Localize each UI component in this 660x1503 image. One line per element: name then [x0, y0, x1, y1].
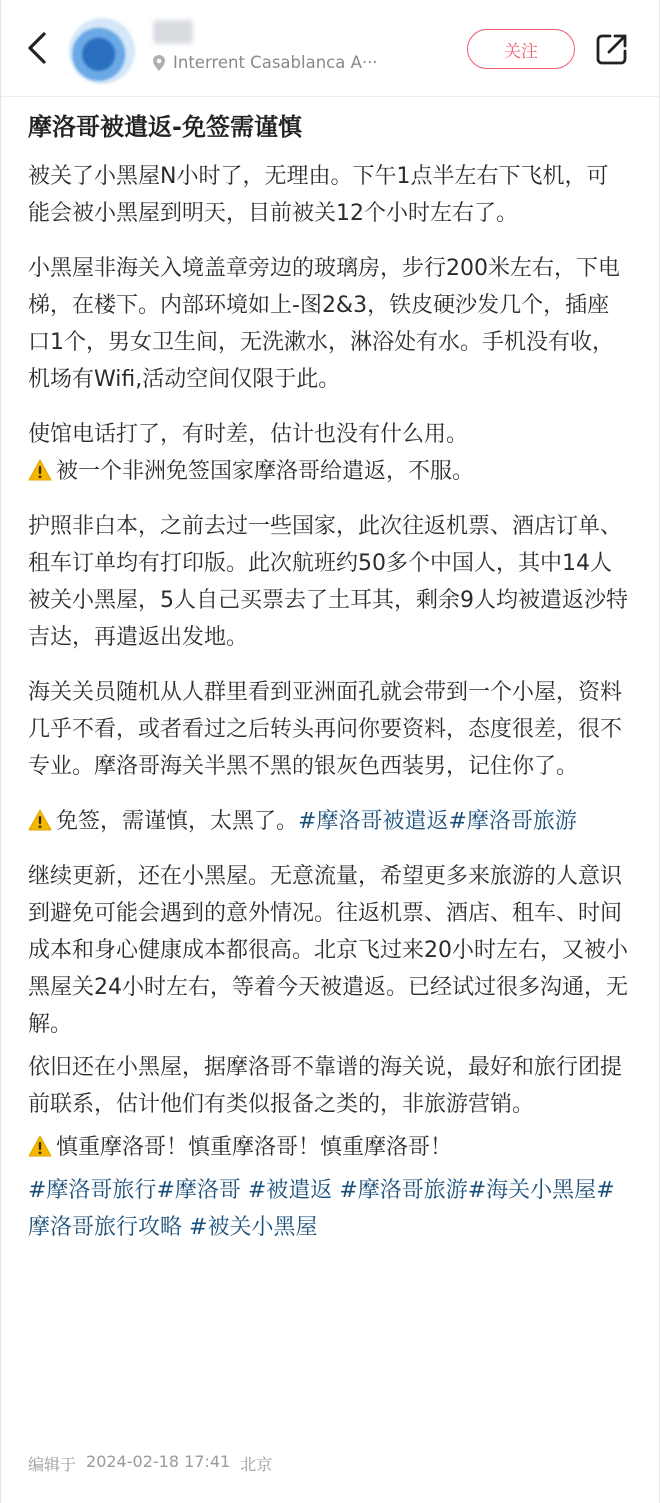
- top-bar: [1, 0, 659, 97]
- share-button[interactable]: [593, 30, 631, 68]
- paragraph-3-line-1: 使馆电话打了，有时差，估计也没有什么用。: [28, 422, 469, 447]
- warning-icon: [28, 809, 52, 831]
- back-arrow-icon: [26, 31, 48, 65]
- paragraph-3-line-2: 被一个非洲免签国家摩洛哥给遣返，不服。: [56, 459, 475, 484]
- post-date: 2024-02-18 17:41: [86, 1452, 231, 1471]
- post-title: 摩洛哥被遣返-免签需谨慎: [28, 113, 302, 141]
- paragraph-9: [28, 1129, 628, 1166]
- username-blurred[interactable]: [153, 20, 193, 44]
- paragraph-6: [28, 803, 628, 840]
- paragraph-5: 海关关员随机从人群里看到亚洲面孔就会带到一个小屋，资料几乎不看，或者看过之后转头再问你要资料，态度很差，很不专业。摩洛哥海关半黑不黑的银灰色西装男，记住你了。: [28, 680, 623, 779]
- warning-icon: [28, 1135, 52, 1157]
- paragraph-9-text: 慎重摩洛哥！慎重摩洛哥！慎重摩洛哥！: [56, 1135, 453, 1160]
- hashtag-link[interactable]: #海关小黑屋: [467, 1178, 597, 1203]
- hashtag-link[interactable]: #摩洛哥旅游: [339, 1178, 468, 1203]
- warning-icon: [28, 459, 52, 481]
- hashtag-link[interactable]: #摩洛哥被遣返: [298, 809, 449, 834]
- post-region: 北京: [240, 1455, 273, 1474]
- paragraph-7: 继续更新，还在小黑屋。无意流量，希望更多来旅游的人意识到避免可能会遇到的意外情况。往返机票、酒店、租车、时间成本和身心健康成本都很高。北京飞过来20小时左右，又被小黑屋关24小时左右，等着今天被遣返。已经试过很多沟通，无解。: [28, 864, 628, 1037]
- back-button[interactable]: [19, 28, 55, 68]
- hashtag-link[interactable]: #被遣返: [247, 1178, 333, 1203]
- location-tag[interactable]: [151, 53, 378, 72]
- paragraph-4: 护照非白本，之前去过一些国家，此次往返机票、酒店订单、租车订单均有打印版。此次航班约50多个中国人，其中14人被关小黑屋，5人自己买票去了土耳其，剩余9人均被遣返沙特吉达，再遣返出发地。: [28, 514, 628, 650]
- location-pin-icon: [151, 54, 167, 72]
- paragraph-2: 小黑屋非海关入境盖章旁边的玻璃房，步行200米左右，下电梯，在楼下。内部环境如上-图2&3，铁皮硬沙发几个，插座口1个，男女卫生间，无洗漱水，淋浴处有水。手机没有收，机场有Wifi,活动空间仅限于此。: [28, 256, 620, 392]
- hashtag-link[interactable]: #摩洛哥旅游: [448, 809, 577, 834]
- paragraph-1: 被关了小黑屋N小时了，无理由。下午1点半左右下飞机，可能会被小黑屋到明天，目前被关12个小时左右了。: [28, 164, 609, 226]
- post-meta: [28, 1452, 272, 1475]
- paragraph-3: [28, 416, 628, 490]
- follow-button[interactable]: 关注: [467, 29, 575, 69]
- edited-label: 编辑于: [28, 1455, 77, 1474]
- paragraph-8: 依旧还在小黑屋，据摩洛哥不靠谱的海关说，最好和旅行团提前联系，估计他们有类似报备之类的，非旅游营销。: [28, 1055, 623, 1117]
- post-content: [28, 106, 628, 1246]
- share-icon: [595, 32, 629, 66]
- hashtag-link[interactable]: #摩洛哥: [156, 1178, 241, 1203]
- hashtag-link[interactable]: #被关小黑屋: [189, 1215, 318, 1240]
- hashtag-link[interactable]: #摩洛哥旅行攻略: [28, 1178, 615, 1240]
- paragraph-6-text: 免签，需谨慎，太黑了。: [56, 809, 299, 834]
- hashtag-list: [28, 1172, 628, 1246]
- hashtag-link[interactable]: #摩洛哥旅行: [28, 1178, 157, 1203]
- avatar[interactable]: [69, 18, 135, 84]
- location-text: Interrent Casablanca A···: [173, 53, 378, 72]
